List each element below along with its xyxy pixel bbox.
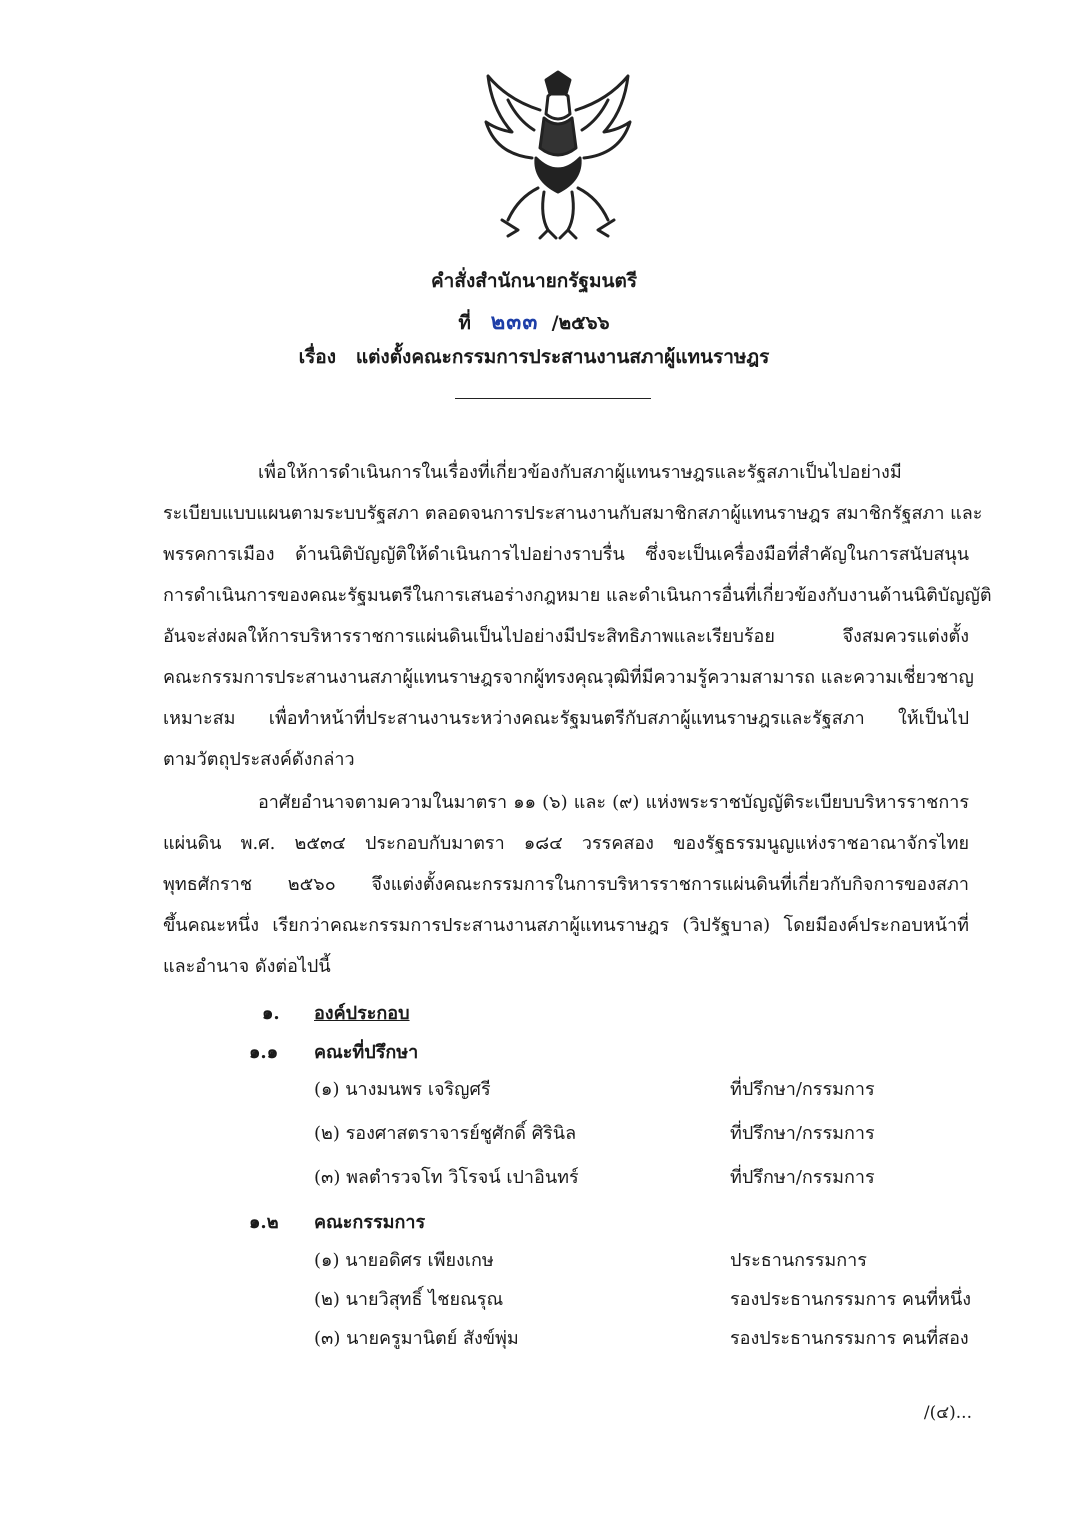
section-1-1-title: คณะที่ปรึกษา: [314, 1042, 419, 1063]
section-1-1-number: ๑.๑: [249, 1042, 279, 1063]
section-1-title: องค์ประกอบ: [314, 1003, 410, 1024]
paragraph-line: พุทธศักราช ๒๕๖๐ จึงแต่งตั้งคณะกรรมการในการบริหารราชการแผ่นดินที่เกี่ยวกับกิจการของสภา: [163, 874, 969, 895]
paragraph-line: แผ่นดิน พ.ศ. ๒๕๓๔ ประกอบกับมาตรา ๑๘๔ วรรคสอง ของรัฐธรรมนูญแห่งราชอาณาจักรไทย: [163, 833, 969, 854]
committee-member-role: รองประธานกรรมการ คนที่สอง: [730, 1328, 969, 1349]
section-1-number: ๑.: [262, 1003, 280, 1024]
paragraph-line: เหมาะสม เพื่อทำหน้าที่ประสานงานระหว่างคณะรัฐมนตรีกับสภาผู้แทนราษฎรและรัฐสภา ให้เป็นไป: [163, 708, 969, 729]
advisor-role: ที่ปรึกษา/กรรมการ: [730, 1167, 875, 1188]
paragraph-line: และอำนาจ ดังต่อไปนี้: [163, 956, 331, 977]
committee-member-name: (๓) นายครูมานิตย์ สังข์พุ่ม: [314, 1328, 519, 1349]
committee-member-name: (๒) นายวิสุทธิ์ ไชยณรุณ: [314, 1289, 504, 1310]
handwritten-number: ๒๓๓: [490, 310, 539, 335]
paragraph-line: เพื่อให้การดำเนินการในเรื่องที่เกี่ยวข้องกับสภาผู้แทนราษฎรและรัฐสภาเป็นไปอย่างมี: [258, 462, 902, 483]
paragraph-line: ขึ้นคณะหนึ่ง เรียกว่าคณะกรรมการประสานงานสภาผู้แทนราษฎร (วิปรัฐบาล) โดยมีองค์ประกอบหน้าที่: [163, 915, 969, 936]
paragraph-line: ตามวัตถุประสงค์ดังกล่าว: [163, 749, 355, 770]
advisor-name: (๓) พลตำรวจโท วิโรจน์ เปาอินทร์: [314, 1167, 579, 1188]
paragraph-line: คณะกรรมการประสานงานสภาผู้แทนราษฎรจากผู้ทรงคุณวุฒิที่มีความรู้ความสามารถ และความเชี่ยวชาญ: [163, 667, 974, 688]
paragraph-line: พรรคการเมือง ด้านนิติบัญญัติให้ดำเนินการไปอย่างราบรื่น ซึ่งจะเป็นเครื่องมือที่สำคัญในการสนับสนุน: [163, 544, 969, 565]
subject-text: แต่งตั้งคณะกรรมการประสานงานสภาผู้แทนราษฎร: [355, 346, 770, 368]
committee-member-role: รองประธานกรรมการ คนที่หนึ่ง: [730, 1289, 972, 1310]
document-title: คำสั่งสำนักนายกรัฐมนตรี: [430, 270, 638, 292]
garuda-emblem-icon: [478, 70, 638, 240]
paragraph-line: อาศัยอำนาจตามความในมาตรา ๑๑ (๖) และ (๙) แห่งพระราชบัญญัติระเบียบบริหารราชการ: [258, 792, 969, 813]
document-subject: [0, 342, 1068, 372]
section-1-2-number: ๑.๒: [249, 1212, 279, 1233]
paragraph-line: การดำเนินการของคณะรัฐมนตรีในการเสนอร่างกฎหมาย และดำเนินการอื่นที่เกี่ยวข้องกับงานด้านนิติบัญญัติ: [163, 585, 992, 606]
paragraph-authority: [163, 786, 969, 991]
committee-member-role: ประธานกรรมการ: [730, 1250, 867, 1271]
committee-member-name: (๑) นายอดิศร เพียงเกษ: [314, 1250, 494, 1271]
document-number: [0, 304, 1068, 339]
advisor-name: (๒) รองศาสตราจารย์ชูศักดิ์ ศิรินิล: [314, 1123, 577, 1144]
paragraph-purpose: [163, 456, 992, 784]
number-year: /๒๕๖๖: [551, 312, 610, 334]
paragraph-line: อันจะส่งผลให้การบริหารราชการแผ่นดินเป็นไปอย่างมีประสิทธิภาพและเรียบร้อย จึงสมควรแต่งตั้ง: [163, 626, 969, 647]
heading-divider: [455, 398, 651, 399]
subject-label: เรื่อง: [298, 346, 336, 368]
paragraph-line: ระเบียบแบบแผนตามระบบรัฐสภา ตลอดจนการประสานงานกับสมาชิกสภาผู้แทนราษฎร สมาชิกรัฐสภา และ: [163, 503, 983, 524]
continuation-marker: /(๔)...: [923, 1403, 972, 1423]
section-1-2-title: คณะกรรมการ: [314, 1212, 426, 1233]
advisor-name: (๑) นางมนพร เจริญศรี: [314, 1079, 491, 1100]
number-prefix: ที่: [458, 312, 471, 334]
advisor-role: ที่ปรึกษา/กรรมการ: [730, 1079, 875, 1100]
advisor-role: ที่ปรึกษา/กรรมการ: [730, 1123, 875, 1144]
